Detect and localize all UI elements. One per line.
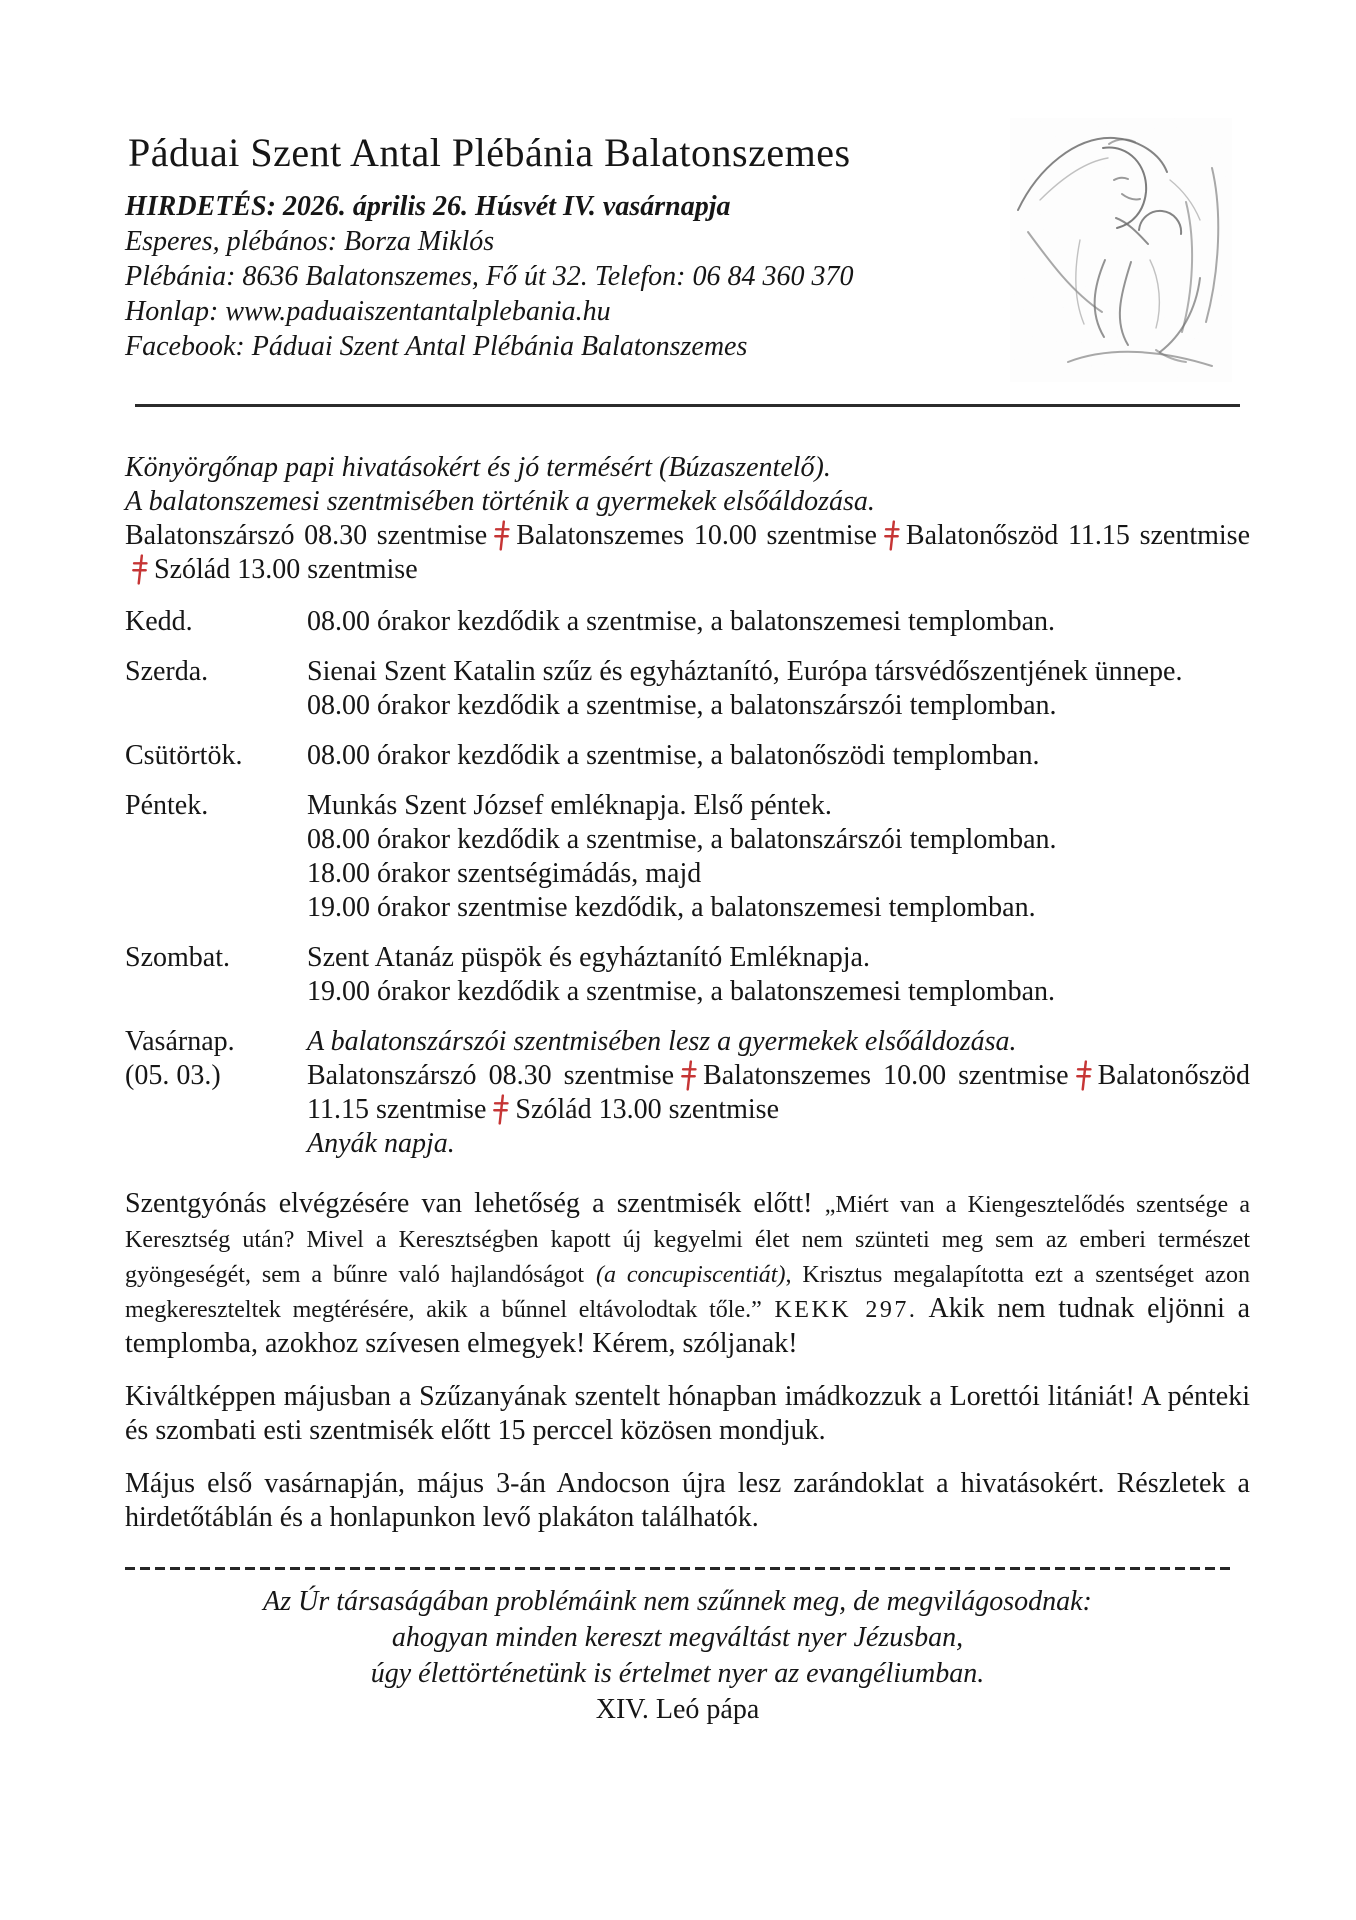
mass-segment: Szólád 13.00 szentmise bbox=[515, 1094, 779, 1125]
announcement-line: HIRDETÉS: 2026. április 26. Húsvét IV. vasárnapja bbox=[125, 191, 731, 222]
day-label: Péntek. bbox=[125, 790, 209, 821]
schedule-line: 08.00 órakor kezdődik a szentmise, a balatonszárszói templomban. bbox=[307, 824, 1057, 855]
double-cross-icon bbox=[131, 554, 148, 585]
mass-segment: Balatonszárszó 08.30 szentmise bbox=[307, 1060, 675, 1091]
quote-line: úgy élettörténetünk is értelmet nyer az evangéliumban. bbox=[370, 1658, 985, 1689]
mass-segment: Balatonőszöd 11.15 szentmise bbox=[307, 1060, 1250, 1125]
schedule-line: 19.00 órakor kezdődik a szentmise, a balatonszemesi templomban. bbox=[307, 976, 1056, 1007]
confession-paragraph bbox=[125, 1187, 1250, 1361]
double-cross-icon bbox=[883, 520, 900, 551]
day-label: Vasárnap. bbox=[125, 1026, 235, 1057]
mothers-day-note: Anyák napja. bbox=[307, 1128, 455, 1159]
footer-quote bbox=[125, 1584, 1230, 1728]
website-line: Honlap: www.paduaiszentantalplebania.hu bbox=[125, 296, 611, 327]
double-cross-icon bbox=[680, 1060, 697, 1091]
first-communion-line: A balatonszemesi szentmisében történik a gyermekek elsőáldozása. bbox=[125, 486, 875, 517]
may-litany-paragraph: Kiváltképpen májusban a Szűzanyának szentelt hónapban imádkozzuk a Lorettói litániát! A pénteki és szombati esti szentmisék előtt 15 perccel közösen mondjuk. bbox=[125, 1381, 1250, 1446]
schedule-line: 08.00 órakor kezdődik a szentmise, a balatonszemesi templomban. bbox=[307, 606, 1056, 637]
footer-dashed-divider bbox=[125, 1567, 1230, 1570]
schedule-line: Szent Atanáz püspök és egyháztanító Emléknapja. bbox=[307, 942, 870, 973]
header-divider bbox=[135, 404, 1240, 407]
schedule-row-thursday bbox=[125, 739, 1250, 773]
schedule-row-sunday bbox=[125, 1025, 1250, 1161]
catechism-source: KEKK 297. bbox=[774, 1297, 918, 1323]
catechism-quote-part1: „Miért van a Kiengesztelődés szentsége a Keresztség után? Mivel a Keresztségben kapott új kegyelmi élet nem szünteti meg sem az emberi természet gyöngeségét, sem a bűnre való hajlandóságot bbox=[125, 1192, 1250, 1288]
schedule-line: 08.00 órakor kezdődik a szentmise, a balatonőszödi templomban. bbox=[307, 740, 1040, 771]
schedule-line: 19.00 órakor szentmise kezdődik, a balatonszemesi templomban. bbox=[307, 892, 1036, 923]
confession-tail: Akik nem tudnak eljönni a templomba, azokhoz szívesen elmegyek! Kérem, szóljanak! bbox=[125, 1293, 1251, 1359]
mass-segment: Szólád 13.00 szentmise bbox=[154, 554, 418, 585]
double-cross-icon bbox=[492, 1094, 509, 1125]
day-label: Szerda. bbox=[125, 656, 209, 687]
double-cross-icon bbox=[493, 520, 510, 551]
weekly-schedule bbox=[125, 605, 1250, 1161]
schedule-line: 08.00 órakor kezdődik a szentmise, a balatonszárszói templomban. bbox=[307, 690, 1057, 721]
schedule-row-wednesday bbox=[125, 655, 1250, 723]
day-label: Csütörtök. bbox=[125, 740, 243, 771]
quote-line: ahogyan minden kereszt megváltást nyer Jézusban, bbox=[391, 1622, 964, 1653]
mass-segment: Balatonszárszó 08.30 szentmise bbox=[125, 520, 488, 551]
rogation-day-line: Könyörgőnap papi hivatásokért és jó termésért (Búzaszentelő). bbox=[125, 452, 831, 483]
saint-anthony-sketch-svg bbox=[1010, 110, 1232, 382]
saint-anthony-sketch-image bbox=[1010, 110, 1232, 382]
quote-line: Az Úr társaságában problémáink nem szűnnek meg, de megvilágosodnak: bbox=[263, 1586, 1092, 1617]
mass-segment: Balatonőszöd 11.15 szentmise bbox=[905, 520, 1250, 551]
quote-attribution: XIV. Leó pápa bbox=[595, 1694, 760, 1725]
header bbox=[125, 130, 1250, 364]
sunday-note: A balatonszárszói szentmisében lesz a gyermekek elsőáldozása. bbox=[307, 1026, 1017, 1057]
schedule-line: Munkás Szent József emléknapja. Első péntek. bbox=[307, 790, 832, 821]
pastor-line: Esperes, plébános: Borza Miklós bbox=[125, 226, 495, 257]
catechism-quote-latin: (a concupiscentiát) bbox=[595, 1262, 786, 1288]
double-cross-icon bbox=[1075, 1060, 1092, 1091]
schedule-row-tuesday bbox=[125, 605, 1250, 639]
schedule-line: Sienai Szent Katalin szűz és egyháztanító, Európa társvédőszentjének ünnepe. bbox=[307, 656, 1183, 687]
sunday-mass-times bbox=[307, 1059, 1250, 1127]
schedule-line: 18.00 órakor szentségimádás, majd bbox=[307, 858, 702, 889]
schedule-row-friday bbox=[125, 789, 1250, 925]
day-date: (05. 03.) bbox=[125, 1060, 221, 1091]
sunday-mass-times bbox=[125, 519, 1250, 587]
intro-section bbox=[125, 451, 1250, 587]
confession-lead: Szentgyónás elvégzésére van lehetőség a szentmisék előtt! bbox=[125, 1188, 813, 1219]
pilgrimage-paragraph: Május első vasárnapján, május 3-án Andocson újra lesz zarándoklat a hivatásokért. Részletek a hirdetőtáblán és a honlapunkon levő plakáton találhatók. bbox=[125, 1468, 1250, 1533]
schedule-row-saturday bbox=[125, 941, 1250, 1009]
page-title: Páduai Szent Antal Plébánia Balatonszemes bbox=[128, 130, 851, 175]
catechism-quote-part2: , Krisztus megalapította ezt a szentséget azon megkereszteltek megtérésére, akik a bűnnel eltávolodtak tőle.” bbox=[125, 1262, 1251, 1323]
announcement-paragraphs bbox=[125, 1187, 1250, 1535]
day-label: Szombat. bbox=[125, 942, 230, 973]
mass-segment: Balatonszemes 10.00 szentmise bbox=[516, 520, 877, 551]
day-label: Kedd. bbox=[125, 606, 193, 637]
address-line: Plébánia: 8636 Balatonszemes, Fő út 32. Telefon: 06 84 360 370 bbox=[125, 261, 854, 292]
facebook-line: Facebook: Páduai Szent Antal Plébánia Balatonszemes bbox=[125, 331, 748, 362]
mass-segment: Balatonszemes 10.00 szentmise bbox=[703, 1060, 1069, 1091]
